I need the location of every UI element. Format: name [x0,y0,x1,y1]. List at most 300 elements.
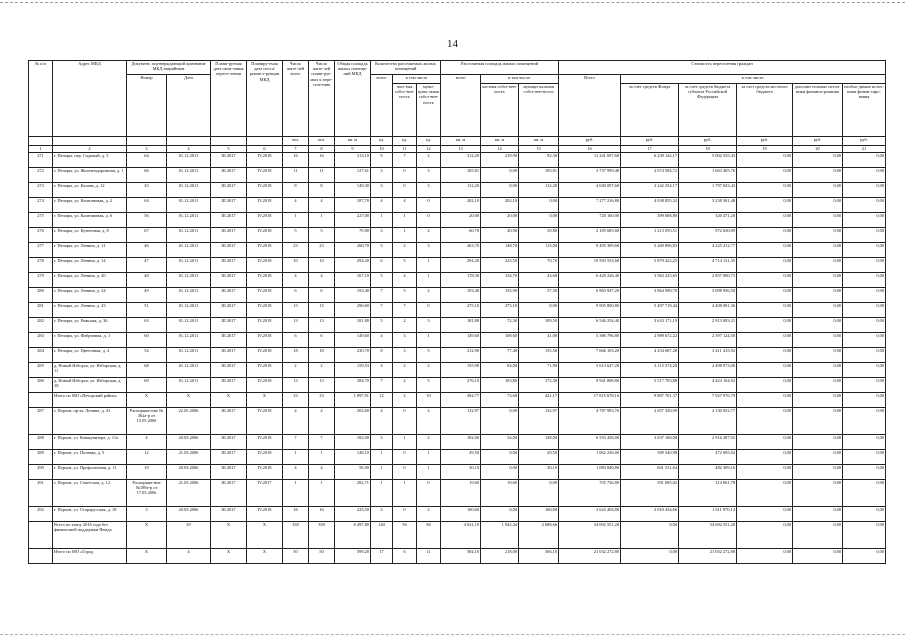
cell-area-mun: 132,97 [519,408,559,435]
cell-no: 292 [29,507,53,522]
cell-rooms-total: 3 [371,435,393,450]
cell-address: г. Печоры, ул. Каштановая, д. 6 [53,213,127,228]
cell-area-total: 19,60 [441,480,481,507]
cell-doc-date: 01.12.2011 [167,333,211,348]
cell-cost-subject: 3 238 361,48 [679,198,737,213]
cell-res-total: 1 [283,450,309,465]
cell-cost-local: 0,00 [737,213,793,228]
column-number: 16 [559,146,621,153]
column-number: 2 [53,146,127,153]
table-row [29,333,886,348]
page-number: 14 [447,38,458,50]
cell-doc-no: 67 [127,228,167,243]
cell-cost-total: 6 553 456,00 [559,435,621,450]
cell-area-mun: 2 688,66 [519,522,559,549]
cell-res-plan: 4 [309,408,335,435]
cell-rooms-mun: 4 [417,408,441,435]
cell-doc-date: 21.03.2006 [167,450,211,465]
cell-area: 148,10 [335,450,371,465]
cell-cost-total: 7 666 103,20 [559,348,621,363]
cell-area-mun: 109,50 [519,318,559,333]
cell-res-total: 1 [283,213,309,228]
cell-end: III.2017 [211,435,247,450]
cell-area-total: 30,10 [441,465,481,480]
cell-area-priv: 0,00 [481,408,519,435]
cell-rooms-total: 12 [371,393,393,408]
cell-res-plan: 10 [309,258,335,273]
cell-no: 283 [29,333,53,348]
cell-doc-date: 01.12.2011 [167,318,211,333]
cell-cost-fund: 6 239 142,17 [621,153,679,168]
cell-cost-fund: 399 688,80 [621,213,679,228]
cell-area-priv: 218,00 [481,549,519,564]
header-residents-total: Число жите-лей всего [283,61,309,137]
cell-end: III.2017 [211,318,247,333]
cell-cost-add: 0,00 [793,435,843,450]
cell-cost-local: 0,00 [737,465,793,480]
cell-res-plan: 6 [309,333,335,348]
cell-doc-no: 47 [127,258,167,273]
cell-end: III.2017 [211,450,247,465]
column-number: 3 [127,146,167,153]
cell-demolish: IV.2018 [247,408,283,435]
header-rooms-total: всего [371,75,393,137]
cell-address: г. Печоры, ул. Рижская, д. 36 [53,318,127,333]
cell-doc-date: 01.12.2011 [167,228,211,243]
cell-area-priv: 19,60 [481,480,519,507]
cell-cost-subject: 314 061,78 [679,480,737,507]
cell-cost-total: 3 737 999,48 [559,168,621,183]
cell-area-mun: 112,20 [519,183,559,198]
cell-end: III.2017 [211,507,247,522]
header-rooms-incl: в том числе [393,75,441,84]
column-number: 6 [247,146,283,153]
cell-cost-subject: 482 309,16 [679,465,737,480]
cell-area: 56,90 [335,465,371,480]
cell-area-total: 178,30 [441,273,481,288]
cell-rooms-priv: 4 [393,198,417,213]
cell-cost-total: 6 420 226,40 [559,273,621,288]
cell-area-priv: 202,10 [481,198,519,213]
cell-no: 289 [29,450,53,465]
cell-cost-local: 0,00 [737,348,793,363]
cell-area-mun: 0,00 [519,480,559,507]
cell-demolish: IV.2018 [247,243,283,258]
table-body [29,153,886,564]
cell-cost-fund: 3 115 574,20 [621,363,679,378]
cell-area-total: 263,70 [441,243,481,258]
cell-cost-subject: 4 424 104,92 [679,378,737,393]
cell-end: III.2017 [211,303,247,318]
cell-rooms-total: 1 [371,465,393,480]
cell-area-mun: 115,00 [519,243,559,258]
cell-cost-subject: 3 098 956,50 [679,288,737,303]
column-number: 21 [843,146,886,153]
cell-doc-no: 4 [127,435,167,450]
cell-cost-total: 6 963 947,20 [559,288,621,303]
column-number: 10 [371,146,393,153]
cell-cost-fund: 0,00 [621,522,679,549]
cell-cost-add: 0,00 [793,198,843,213]
cell-end: III.2017 [211,258,247,273]
cell-rooms-mun: 2 [417,507,441,522]
cell-area-mun: 0,00 [519,213,559,228]
cell-cost-need: 0,00 [843,213,886,228]
cell-res-total: 13 [283,318,309,333]
cell-address: г. Печоры, ул. Железнодорожная, д. 1 [53,168,127,183]
cell-address: Итого по МО «Печорский район» [53,393,127,408]
cell-rooms-total: 8 [371,348,393,363]
cell-area-total: 132,97 [441,408,481,435]
cell-demolish: X [247,549,283,564]
cell-area: 127,61 [335,168,371,183]
cell-cost-subject: 2 857 000,75 [679,273,737,288]
table-row [29,507,886,522]
cell-cost-add: 0,00 [793,549,843,564]
cell-address: г. Печоры, ул. Калева, д. 12 [53,183,127,198]
cell-cost-local: 0,00 [737,303,793,318]
cell-rooms-priv: 1 [393,213,417,228]
cell-res-total: 339 [283,522,309,549]
unit-cell: руб. [843,137,886,146]
cell-area-mun: 421,17 [519,393,559,408]
cell-cost-need: 0,00 [843,228,886,243]
cell-res-plan: 4 [309,465,335,480]
header-address: Адрес МКД [53,61,127,137]
cell-cost-fund: 589 540,98 [621,450,679,465]
cell-cost-need: 0,00 [843,318,886,333]
cell-res-total: 10 [283,258,309,273]
cell-res-plan: 1 [309,213,335,228]
cell-rooms-priv: 6 [393,549,417,564]
cell-area-total: 584,10 [441,549,481,564]
cell-cost-add: 0,00 [793,273,843,288]
cell-area-priv: 1 942,44 [481,522,519,549]
cell-doc-no: 56 [127,213,167,228]
unit-cell: руб. [679,137,737,146]
cell-rooms-priv: 1 [393,228,417,243]
cell-area-mun: 135,50 [519,348,559,363]
unit-cell: кв. м [441,137,481,146]
cell-area-priv: 84,00 [481,363,519,378]
cell-demolish: IV.2018 [247,318,283,333]
cell-cost-local: 0,00 [737,549,793,564]
cell-cost-subject: 472 695,02 [679,450,737,465]
cell-cost-fund: 3 563 225,65 [621,273,679,288]
cell-res-total: 4 [283,408,309,435]
cell-end: III.2017 [211,153,247,168]
cell-cost-subject: 972 630,09 [679,228,737,243]
cell-rooms-total: 4 [371,333,393,348]
column-number: 13 [441,146,481,153]
cell-cost-need: 0,00 [843,408,886,435]
cell-area-total: 100,60 [441,507,481,522]
cell-cost-fund: 3 864 990,70 [621,288,679,303]
cell-cost-total: 4 787 983,76 [559,408,621,435]
cell-cost-total: 7 277 216,80 [559,198,621,213]
cell-cost-total: 705 756,80 [559,480,621,507]
cell-area-mun: 0,00 [519,198,559,213]
cell-cost-total: 9 495 309,60 [559,243,621,258]
cell-demolish: IV.2018 [247,183,283,198]
cell-rooms-mun: 2 [417,228,441,243]
cell-res-plan: 5 [309,228,335,243]
cell-cost-subject: 4 408 081,36 [679,303,737,318]
cell-demolish: IV.2018 [247,507,283,522]
cell-cost-need: 0,00 [843,303,886,318]
cell-cost-total: 17 815 678,16 [559,393,621,408]
header-area: Расселяемая площадь жилых помещений [441,61,559,75]
cell-end: III.2017 [211,273,247,288]
cell-cost-fund: 2 989 672,22 [621,333,679,348]
cell-no: 284 [29,348,53,363]
cell-rooms-total: 7 [371,378,393,393]
cell-address: г. Порхов, пр-кт. Ленина, д. 41 [53,408,127,435]
cell-no [29,549,53,564]
cell-address: д. Новый Изборск, ул. Изборская, д. 11 [53,363,127,378]
cell-no: 274 [29,198,53,213]
cell-area-total: 112,20 [441,183,481,198]
column-number: 4 [167,146,211,153]
cell-cost-need: 0,00 [843,465,886,480]
cell-end: III.2017 [211,288,247,303]
cell-rooms-total: 3 [371,168,393,183]
column-number: 18 [679,146,737,153]
cell-cost-local: 0,00 [737,450,793,465]
cell-cost-total: 3 622 404,80 [559,507,621,522]
cell-cost-fund: 9 887 701,37 [621,393,679,408]
cell-res-total: 16 [283,153,309,168]
cell-area: 6 497,80 [335,522,371,549]
cell-area: 599,20 [335,549,371,564]
cell-cost-add: 0,00 [793,465,843,480]
cell-area: 149,60 [335,333,371,348]
cell-no: 273 [29,183,53,198]
cell-res-plan: 33 [309,393,335,408]
cell-res-plan: 4 [309,198,335,213]
column-number: 19 [737,146,793,153]
cell-area-total: 181,80 [441,318,481,333]
cell-cost-need: 0,00 [843,435,886,450]
cell-cost-need: 0,00 [843,393,886,408]
cell-address: д. Новый Изборск, ул. Изборская, д. 18 [53,378,127,393]
scan-border-bottom [0,634,905,635]
cell-no: 291 [29,480,53,507]
cell-cost-add: 0,00 [793,243,843,258]
cell-doc-date: 4 [167,549,211,564]
cell-res-plan: 13 [309,378,335,393]
unit-cell: ед. [371,137,393,146]
cell-cost-subject: 4 225 412,77 [679,243,737,258]
cell-rooms-mun: 0 [417,213,441,228]
cell-cost-fund: 2 074 584,72 [621,168,679,183]
cell-res-plan: 16 [309,507,335,522]
cell-cost-local: 0,00 [737,153,793,168]
cell-rooms-priv: 2 [393,243,417,258]
cell-cost-add: 0,00 [793,153,843,168]
cell-cost-total: 1 062 236,00 [559,450,621,465]
cell-area: 167,10 [335,273,371,288]
cell-address: г. Порхов, ул. Коммунитера, д. 11а [53,435,127,450]
cell-res-total: 13 [283,378,309,393]
cell-res-total: 4 [283,198,309,213]
cell-no: 272 [29,168,53,183]
cell-cost-need: 0,00 [843,168,886,183]
cell-cost-total: 4 040 097,60 [559,183,621,198]
cell-cost-subject: 2 916 287,92 [679,435,737,450]
cell-cost-subject: 3 411 415,92 [679,348,737,363]
cell-cost-local: 0,00 [737,273,793,288]
cell-area-total: 20,00 [441,213,481,228]
cell-area-total: 494,77 [441,393,481,408]
cell-end: III.2017 [211,408,247,435]
cell-cost-add: 0,00 [793,318,843,333]
cell-cost-fund: 2 242 254,17 [621,183,679,198]
table-row [29,258,886,273]
cell-rooms-priv: 3 [393,333,417,348]
column-number: 14 [481,146,519,153]
cell-cost-subject: 2 913 083,21 [679,318,737,333]
cell-cost-fund: 4 038 855,32 [621,198,679,213]
unit-cell: руб. [793,137,843,146]
cell-cost-local: 0,00 [737,408,793,435]
cell-cost-add: 0,00 [793,333,843,348]
cell-end: III.2017 [211,348,247,363]
cell-no: 276 [29,228,53,243]
header-doc-number: Номер [127,75,167,137]
cell-res-total: 33 [283,393,309,408]
cell-cost-fund: 4 254 687,28 [621,348,679,363]
cell-res-plan: 15 [309,303,335,318]
header-no: № п/п [29,61,53,137]
table-row [29,348,886,363]
cell-doc-date: 01.12.2011 [167,258,211,273]
cell-cost-subject: 2 397 124,58 [679,333,737,348]
cell-end: III.2017 [211,183,247,198]
cell-end: III.2017 [211,228,247,243]
cell-doc-date: 21.03.2006 [167,480,211,507]
cell-cost-total: 5 613 647,20 [559,363,621,378]
cell-cost-need: 0,00 [843,273,886,288]
cell-rooms-priv: 1 [393,435,417,450]
cell-rooms-priv: 0 [393,450,417,465]
cell-doc-no: 54 [127,348,167,363]
unit-cell: кв. м [481,137,519,146]
cell-area-total: 149,60 [441,333,481,348]
cell-cost-subject: 7 927 976,79 [679,393,737,408]
cell-cost-add: 0,00 [793,507,843,522]
cell-cost-total: 9 905 800,80 [559,303,621,318]
table-row [29,168,886,183]
header-rooms-private: част-ная собст-вен-ность [393,84,417,137]
cell-cost-fund: 601 531,64 [621,465,679,480]
cell-cost-add: 0,00 [793,522,843,549]
table-row [29,393,886,408]
cell-demolish: IV.2018 [247,228,283,243]
cell-rooms-mun: 3 [417,318,441,333]
header-doc-date: Дата [167,75,211,137]
cell-cost-total: 2 185 685,60 [559,228,621,243]
cell-doc-date: 01.12.2011 [167,363,211,378]
cell-demolish: IV.2018 [247,348,283,363]
cell-cost-need: 0,00 [843,348,886,363]
cell-rooms-priv: 2 [393,318,417,333]
cell-rooms-total: 1 [371,213,393,228]
cell-area-mun: 0,00 [519,303,559,318]
cell-area: 193,40 [335,288,371,303]
cell-doc-no: 49 [127,288,167,303]
cell-cost-need: 0,00 [843,522,886,549]
cell-rooms-priv: 4 [393,273,417,288]
cell-rooms-total: 17 [371,549,393,564]
cell-area-priv: 134,70 [481,273,519,288]
cell-area-priv: 0,00 [481,507,519,522]
cell-cost-need: 0,00 [843,258,886,273]
cell-demolish: IV.2018 [247,465,283,480]
cell-cost-fund: 1 213 055,51 [621,228,679,243]
cell-demolish: IV.2018 [247,213,283,228]
header-area-private: частная собст-вен-ность [481,84,519,137]
cell-doc-no: 63 [127,318,167,333]
cell-cost-need: 0,00 [843,153,886,168]
cell-doc-no: X [127,393,167,408]
cell-cost-local: 0,00 [737,435,793,450]
cell-res-plan: 23 [309,243,335,258]
cell-area-priv: 0,00 [481,450,519,465]
cell-rooms-priv: 5 [393,258,417,273]
cell-rooms-total: 7 [371,288,393,303]
cell-doc-date: 01.12.2011 [167,168,211,183]
cell-area: 296,60 [335,303,371,318]
cell-cost-total: 720 160,00 [559,213,621,228]
cell-rooms-mun: 11 [417,549,441,564]
cell-doc-no: 12 [127,450,167,465]
cell-area-priv: 108,60 [481,333,519,348]
cell-end: III.2017 [211,213,247,228]
cell-rooms-mun: 3 [417,183,441,198]
cell-doc-no: 64 [127,153,167,168]
cell-rooms-priv: 0 [393,168,417,183]
cell-rooms-mun: 1 [417,333,441,348]
cell-doc-no: 48 [127,273,167,288]
cell-rooms-total: 2 [371,507,393,522]
cell-cost-add: 0,00 [793,393,843,408]
cell-res-plan: 50 [309,549,335,564]
cell-no: 271 [29,153,53,168]
cell-cost-total: 5 386 796,80 [559,333,621,348]
cell-cost-local: 0,00 [737,393,793,408]
cell-rooms-total: 1 [371,480,393,507]
cell-res-total: 4 [283,465,309,480]
cell-res-total: 11 [283,168,309,183]
cell-doc-date: 20.03.2006 [167,435,211,450]
column-number-row [29,146,886,153]
table-row [29,522,886,549]
cell-res-total: 6 [283,333,309,348]
cell-cost-local: 0,00 [737,480,793,507]
cell-end: III.2017 [211,480,247,507]
cell-doc-no: 60 [127,333,167,348]
cell-area-priv: 135,90 [481,288,519,303]
cell-cost-add: 0,00 [793,168,843,183]
cell-address: г. Печоры, пер. Садовый, д. 5 [53,153,127,168]
cell-cost-total: 6 546 254,40 [559,318,621,333]
table-row [29,465,886,480]
table-row [29,303,886,318]
cell-cost-local: 0,00 [737,522,793,549]
cell-rooms-total: 6 [371,258,393,273]
cell-cost-add: 0,00 [793,183,843,198]
